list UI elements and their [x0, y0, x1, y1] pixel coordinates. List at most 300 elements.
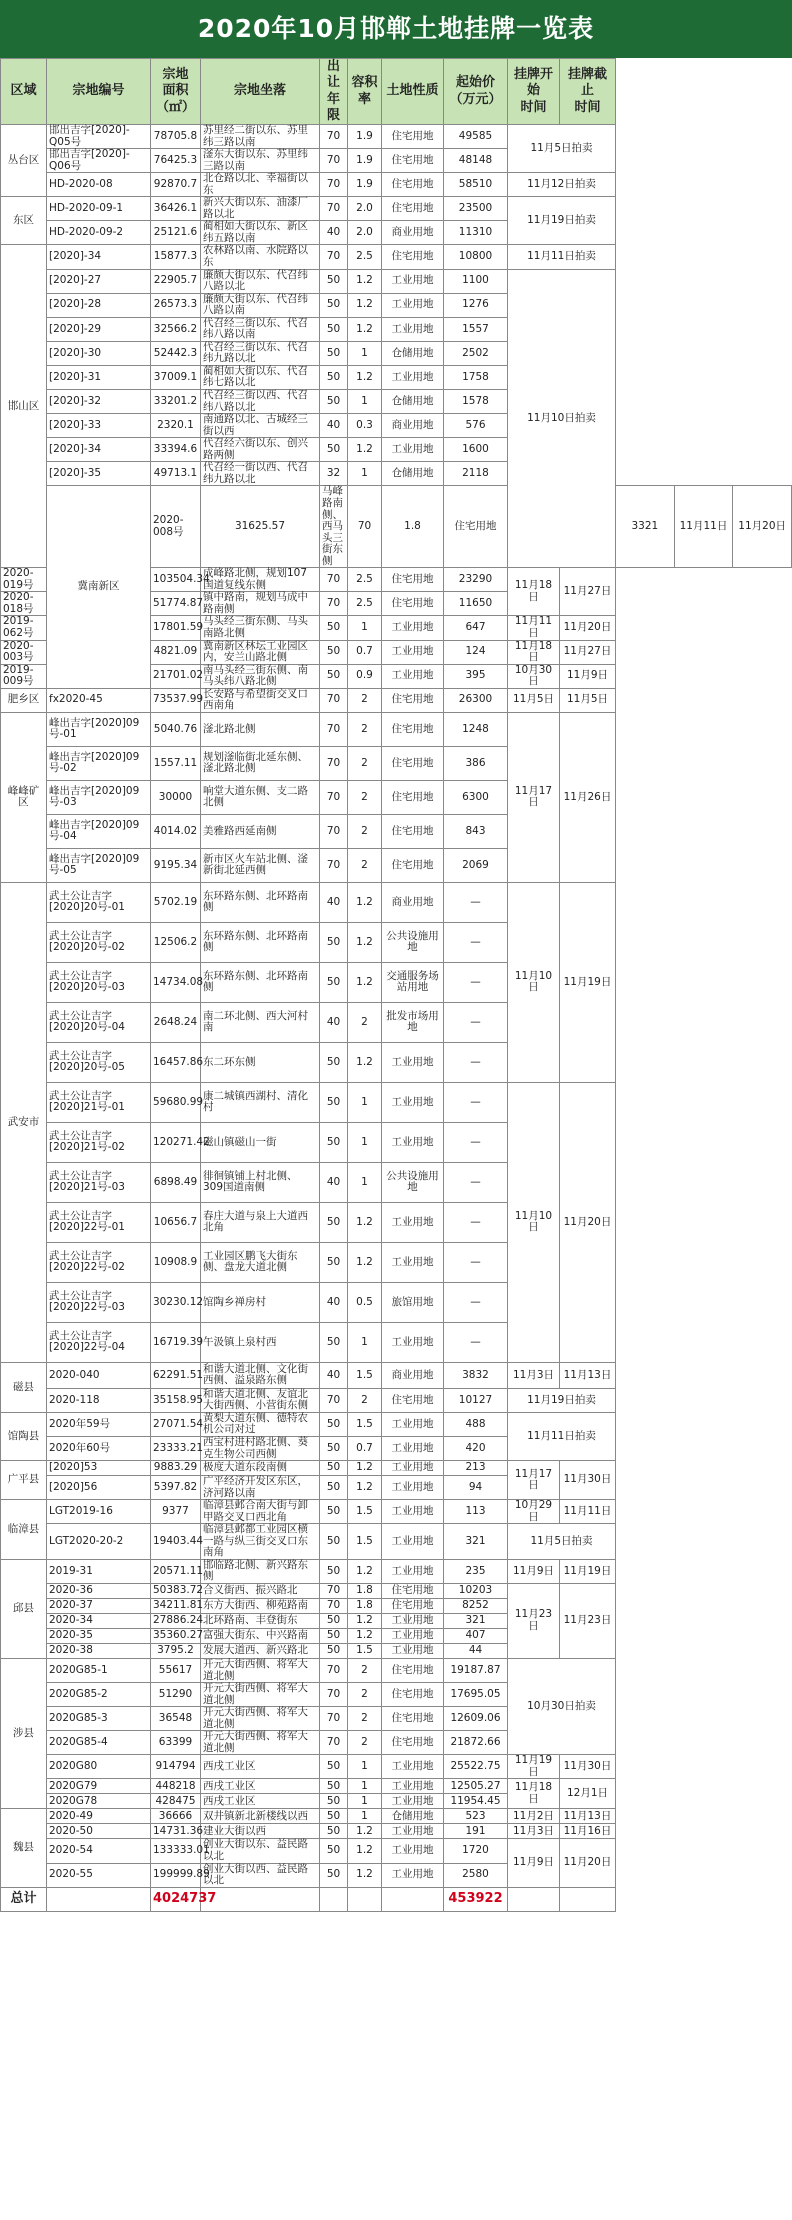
table-cell: 191	[444, 1824, 508, 1839]
table-cell: 10月30日拍卖	[508, 1659, 616, 1755]
table-cell: 2	[348, 1659, 382, 1683]
table-cell: 11月18日	[508, 640, 560, 664]
table-cell: 住宅用地	[382, 780, 444, 814]
table-cell: 843	[444, 814, 508, 848]
table-cell: 2.0	[348, 197, 382, 221]
table-cell: 21701.02	[151, 664, 201, 688]
table-cell: 1557	[444, 317, 508, 341]
table-row	[1, 269, 792, 293]
table-cell: 70	[320, 1731, 348, 1755]
table-cell: 魏县	[1, 1809, 47, 1887]
table-cell: 25121.6	[151, 221, 201, 245]
table-cell: 6898.49	[151, 1162, 201, 1202]
table-cell: —	[444, 1322, 508, 1362]
table-cell: [2020]-30	[47, 341, 151, 365]
table-cell: 59680.99	[151, 1082, 201, 1122]
table-row	[1, 221, 792, 245]
table-cell: 工业用地	[382, 1122, 444, 1162]
table-row	[1, 1476, 792, 1500]
table-cell: 富强大街东、中兴路南	[201, 1629, 320, 1644]
table-cell: [2020]53	[47, 1461, 151, 1476]
table-cell: [2020]-28	[47, 293, 151, 317]
table-cell: 峰出吉字[2020]09号-03	[47, 780, 151, 814]
table-cell: 蔺相如大街以东、代召纬七路以北	[201, 365, 320, 389]
table-cell: 27071.54	[151, 1412, 201, 1436]
table-cell: 70	[320, 688, 348, 712]
table-cell: 1.5	[348, 1412, 382, 1436]
total-empty-cell	[320, 1887, 348, 1911]
table-cell: 11月30日	[560, 1461, 616, 1500]
table-cell: 商业用地	[382, 882, 444, 922]
header-location: 宗地坐落	[201, 59, 320, 125]
table-cell: 1.5	[348, 1524, 382, 1560]
table-cell: 50	[320, 1082, 348, 1122]
table-cell: 11月19日	[560, 882, 616, 1082]
table-cell: 南二环北侧、西大河村南	[201, 1002, 320, 1042]
table-cell: 开元大街西侧、将军大道北侧	[201, 1707, 320, 1731]
table-cell: 商业用地	[382, 221, 444, 245]
table-cell: 午汲镇上泉村西	[201, 1322, 320, 1362]
table-cell: 11月20日	[560, 1839, 616, 1887]
table-cell: 2020-34	[47, 1614, 151, 1629]
table-cell: 11月10日	[508, 1082, 560, 1362]
table-cell: —	[444, 1242, 508, 1282]
table-cell: 70	[320, 173, 348, 197]
table-cell: 1	[348, 616, 382, 640]
table-cell: 开元大街西侧、将军大道北侧	[201, 1659, 320, 1683]
table-cell: 工业用地	[382, 1644, 444, 1659]
table-cell: 双井镇新北新楼线以西	[201, 1809, 320, 1824]
table-cell: 50	[320, 438, 348, 462]
table-cell: 住宅用地	[382, 814, 444, 848]
header-listing-start: 挂牌开始 时间	[508, 59, 560, 125]
table-body	[1, 125, 792, 1888]
table-cell: 8252	[444, 1599, 508, 1614]
table-cell: 工业用地	[382, 269, 444, 293]
table-cell: 44	[444, 1644, 508, 1659]
header-land-use: 土地性质	[382, 59, 444, 125]
table-cell: HD-2020-09-1	[47, 197, 151, 221]
table-cell: 2020-35	[47, 1629, 151, 1644]
table-cell: 11月5日	[508, 688, 560, 712]
table-cell: 395	[444, 664, 508, 688]
table-cell: 2.0	[348, 221, 382, 245]
table-row	[1, 1122, 792, 1162]
table-cell: 70	[320, 1388, 348, 1412]
table-cell: 2020-49	[47, 1809, 151, 1824]
table-cell: 滏北路北侧	[201, 712, 320, 746]
table-cell: 1758	[444, 365, 508, 389]
table-row	[1, 1809, 792, 1824]
table-cell: 3832	[444, 1362, 508, 1388]
table-cell: 50	[320, 1202, 348, 1242]
table-cell: 11954.45	[444, 1794, 508, 1809]
table-cell: 2502	[444, 341, 508, 365]
table-cell: 15877.3	[151, 245, 201, 269]
table-cell: 2020-38	[47, 1644, 151, 1659]
table-cell: 工业用地	[382, 664, 444, 688]
table-cell: 和谐大道北侧、文化街西侧、溢泉路东侧	[201, 1362, 320, 1388]
table-cell: 0.7	[348, 1436, 382, 1460]
table-cell: 22905.7	[151, 269, 201, 293]
table-cell: 2	[348, 746, 382, 780]
table-cell: 11月19日拍卖	[508, 1388, 616, 1412]
table-row	[1, 1794, 792, 1809]
table-cell: 春庄大道与泉上大道西北角	[201, 1202, 320, 1242]
table-cell: 峰出吉字[2020]09号-05	[47, 848, 151, 882]
table-row	[1, 848, 792, 882]
table-cell: 51290	[151, 1683, 201, 1707]
table-cell: 交通服务场站用地	[382, 962, 444, 1002]
table-row	[1, 1629, 792, 1644]
table-cell: 马头经三街东侧、马头南路北侧	[201, 616, 320, 640]
table-cell: 199999.89	[151, 1863, 201, 1887]
header-area: 区域	[1, 59, 47, 125]
table-cell: 11月10日拍卖	[508, 269, 616, 568]
table-cell: 35360.27	[151, 1629, 201, 1644]
table-cell: 50	[320, 1644, 348, 1659]
table-cell: 50	[320, 1824, 348, 1839]
table-cell: 1	[348, 1122, 382, 1162]
total-area: 4024737	[151, 1887, 201, 1911]
total-empty-cell	[560, 1887, 616, 1911]
table-cell: 63399	[151, 1731, 201, 1755]
table-cell: 11月23日	[560, 1584, 616, 1659]
table-cell: 住宅用地	[382, 197, 444, 221]
table-cell: 2	[348, 848, 382, 882]
table-cell: 50	[320, 365, 348, 389]
table-cell: [2020]-31	[47, 365, 151, 389]
table-cell: 50383.72	[151, 1584, 201, 1599]
table-row	[1, 125, 792, 149]
table-cell: 临漳县	[1, 1500, 47, 1560]
table-cell: 1	[348, 341, 382, 365]
table-cell: 1	[348, 1162, 382, 1202]
table-cell: 住宅用地	[382, 173, 444, 197]
table-cell: 和谐大道北侧、友谊北大街西侧、小营街东侧	[201, 1388, 320, 1412]
table-cell: 2.5	[348, 592, 382, 616]
table-cell: 70	[320, 568, 348, 592]
table-cell: 2069	[444, 848, 508, 882]
table-cell: 25522.75	[444, 1755, 508, 1779]
table-cell: 2020-018号	[1, 592, 47, 616]
table-cell: 1.2	[348, 1242, 382, 1282]
table-cell: 2019-009号	[1, 664, 47, 688]
table-cell: —	[444, 1162, 508, 1202]
table-row	[1, 1659, 792, 1683]
table-cell: 10127	[444, 1388, 508, 1412]
table-cell: 馆陶乡禅房村	[201, 1282, 320, 1322]
table-cell: 1.9	[348, 149, 382, 173]
table-cell: 武土公让吉字[2020]21号-02	[47, 1122, 151, 1162]
table-row	[1, 1042, 792, 1082]
table-cell: 914794	[151, 1755, 201, 1779]
table-cell: 蔺相如大街以东、新区纬五路以南	[201, 221, 320, 245]
table-cell: 1	[348, 1755, 382, 1779]
table-cell: 70	[320, 1707, 348, 1731]
table-cell: 冀南新区林坛工业园区内，安兰山路北侧	[201, 640, 320, 664]
table-cell: 徘徊镇铺上村北侧、309国道南侧	[201, 1162, 320, 1202]
table-cell: 23500	[444, 197, 508, 221]
table-cell: 邯山区	[1, 245, 47, 568]
table-cell: 工业用地	[382, 1202, 444, 1242]
table-cell: 11月19日	[508, 1755, 560, 1779]
table-cell: 11月18日	[508, 1779, 560, 1809]
table-cell: 11月13日	[560, 1809, 616, 1824]
header-term: 出让年限	[320, 59, 348, 125]
table-cell: 2020-54	[47, 1839, 151, 1863]
table-cell: 70	[320, 746, 348, 780]
table-row	[1, 1599, 792, 1614]
table-cell: 商业用地	[382, 1362, 444, 1388]
table-cell: 工业用地	[382, 1461, 444, 1476]
table-cell: 2020-019号	[1, 568, 47, 592]
table-row	[1, 149, 792, 173]
table-cell: 50	[320, 640, 348, 664]
table-cell: 523	[444, 1809, 508, 1824]
table-row	[1, 1412, 792, 1436]
table-cell: 冀南新区	[47, 486, 151, 688]
table-cell: 11月5日拍卖	[508, 125, 616, 173]
table-cell: 40	[320, 221, 348, 245]
table-cell: 发展大道西、新兴路北	[201, 1644, 320, 1659]
table-cell: 386	[444, 746, 508, 780]
table-cell: 住宅用地	[382, 125, 444, 149]
table-cell: 428475	[151, 1794, 201, 1809]
table-cell: 12505.27	[444, 1779, 508, 1794]
table-row	[1, 1500, 792, 1524]
table-cell: 2020-118	[47, 1388, 151, 1412]
table-cell: 50	[320, 1839, 348, 1863]
table-cell: 213	[444, 1461, 508, 1476]
table-row	[1, 1362, 792, 1388]
table-cell: 70	[320, 712, 348, 746]
table-cell: 1.2	[348, 1461, 382, 1476]
table-cell: 113	[444, 1500, 508, 1524]
table-cell: 代召经六街以东、创兴路两侧	[201, 438, 320, 462]
table-cell: 9883.29	[151, 1461, 201, 1476]
table-cell: 1.2	[348, 1476, 382, 1500]
table-cell: 住宅用地	[382, 245, 444, 269]
table-row	[1, 1614, 792, 1629]
table-cell: 10月29日	[508, 1500, 560, 1524]
table-cell: 50	[320, 1242, 348, 1282]
table-cell: 1248	[444, 712, 508, 746]
table-cell: 2	[348, 712, 382, 746]
table-cell: 峰出吉字[2020]09号-01	[47, 712, 151, 746]
table-cell: 50	[320, 1412, 348, 1436]
table-cell: 50	[320, 1524, 348, 1560]
table-cell: 2118	[444, 462, 508, 486]
table-cell: 11月18日	[508, 568, 560, 616]
table-cell: 武土公让吉字[2020]21号-01	[47, 1082, 151, 1122]
table-cell: 50	[320, 962, 348, 1002]
table-cell: 1.2	[348, 1042, 382, 1082]
table-cell: 1100	[444, 269, 508, 293]
table-cell: 14731.36	[151, 1824, 201, 1839]
total-empty-cell	[348, 1887, 382, 1911]
table-cell: 1.5	[348, 1644, 382, 1659]
table-cell: 南通路以北、古城经三街以西	[201, 414, 320, 438]
table-cell: 70	[320, 848, 348, 882]
table-cell: [2020]-32	[47, 390, 151, 414]
table-cell: 广平县	[1, 1461, 47, 1500]
table-cell: 26573.3	[151, 293, 201, 317]
table-cell: 70	[320, 197, 348, 221]
table-cell: 11月30日	[560, 1755, 616, 1779]
table-cell: 住宅用地	[444, 486, 508, 568]
table-cell: 11月11日	[674, 486, 733, 568]
table-cell: 2	[348, 1002, 382, 1042]
table-cell: 2020年59号	[47, 1412, 151, 1436]
table-cell: —	[444, 1202, 508, 1242]
table-row	[1, 1461, 792, 1476]
table-row	[1, 317, 792, 341]
table-row	[1, 197, 792, 221]
table-cell: —	[444, 1042, 508, 1082]
table-cell: [2020]56	[47, 1476, 151, 1500]
table-cell: 36426.1	[151, 197, 201, 221]
table-cell: 2020G80	[47, 1755, 151, 1779]
table-cell: 23290	[444, 568, 508, 592]
header-parcel-area: 宗地 面积 （㎡）	[151, 59, 201, 125]
table-cell: 11月9日	[508, 1559, 560, 1583]
table-cell: 1600	[444, 438, 508, 462]
table-cell: 34211.81	[151, 1599, 201, 1614]
table-row	[1, 746, 792, 780]
table-cell: [2020]-35	[47, 462, 151, 486]
total-empty-cell	[382, 1887, 444, 1911]
table-cell: 东环路东侧、北环路南侧	[201, 962, 320, 1002]
table-cell: 10203	[444, 1584, 508, 1599]
table-cell: 武土公让吉字[2020]20号-05	[47, 1042, 151, 1082]
table-cell: 49713.1	[151, 462, 201, 486]
table-cell: 2020-55	[47, 1863, 151, 1887]
table-cell: 50	[320, 1614, 348, 1629]
table-cell: 11月20日	[560, 616, 616, 640]
table-cell: 农林路以南、水院路以东	[201, 245, 320, 269]
table-cell: 肥乡区	[1, 688, 47, 712]
table-cell: 70	[320, 1599, 348, 1614]
table-cell: 1.2	[348, 882, 382, 922]
table-cell: 1	[348, 462, 382, 486]
table-cell: 武土公让吉字[2020]22号-04	[47, 1322, 151, 1362]
table-cell: 临漳县邺都工业园区横一路与纵三街交叉口东南角	[201, 1524, 320, 1560]
table-cell: 50	[320, 1461, 348, 1476]
table-row	[1, 414, 792, 438]
table-cell: 住宅用地	[382, 568, 444, 592]
table-cell: 5702.19	[151, 882, 201, 922]
table-cell: 50	[320, 1779, 348, 1794]
table-cell: 50	[320, 269, 348, 293]
table-row	[1, 712, 792, 746]
table-cell: 11月3日	[508, 1824, 560, 1839]
table-cell: 1276	[444, 293, 508, 317]
table-cell: 576	[444, 414, 508, 438]
table-cell: 武土公让吉字[2020]20号-01	[47, 882, 151, 922]
table-cell: 2020-008号	[151, 486, 201, 568]
table-cell: 东区	[1, 197, 47, 245]
table-cell: 50	[320, 1809, 348, 1824]
table-row	[1, 390, 792, 414]
table-cell: 10908.9	[151, 1242, 201, 1282]
header-start-price: 起始价 （万元）	[444, 59, 508, 125]
table-cell: 78705.8	[151, 125, 201, 149]
table-cell: 50	[320, 341, 348, 365]
table-cell: 32	[320, 462, 348, 486]
table-cell: 0.3	[348, 414, 382, 438]
table-cell: 11310	[444, 221, 508, 245]
table-cell: 开元大街西侧、将军大道北侧	[201, 1683, 320, 1707]
table-cell: 武土公让吉字[2020]20号-04	[47, 1002, 151, 1042]
table-cell: 磁县	[1, 1362, 47, 1412]
table-cell: 9195.34	[151, 848, 201, 882]
table-cell: 代召经三街以西、代召纬八路以北	[201, 390, 320, 414]
table-cell: 58510	[444, 173, 508, 197]
table-cell: 建业大街以西	[201, 1824, 320, 1839]
table-cell: 33201.2	[151, 390, 201, 414]
table-cell: 武土公让吉字[2020]20号-03	[47, 962, 151, 1002]
table-cell: 工业园区鹏飞大街东侧、盘龙大道北侧	[201, 1242, 320, 1282]
table-cell: 2320.1	[151, 414, 201, 438]
table-cell: 70	[320, 125, 348, 149]
table-cell: 商业用地	[382, 414, 444, 438]
table-row	[1, 1683, 792, 1707]
table-cell: 住宅用地	[382, 848, 444, 882]
table-cell: 工业用地	[382, 1839, 444, 1863]
table-row	[1, 1388, 792, 1412]
table-cell: 新市区火车站北侧、滏新街北延西侧	[201, 848, 320, 882]
table-cell: 西戌工业区	[201, 1779, 320, 1794]
table-cell: LGT2020-20-2	[47, 1524, 151, 1560]
table-cell: 10656.7	[151, 1202, 201, 1242]
table-cell: 11月3日	[508, 1362, 560, 1388]
table-cell: 70	[320, 1659, 348, 1683]
table-row	[1, 245, 792, 269]
table-cell: 1.2	[348, 1559, 382, 1583]
table-cell: 东方大街西、柳苑路南	[201, 1599, 320, 1614]
table-cell: 1.2	[348, 1202, 382, 1242]
table-cell: 17695.05	[444, 1683, 508, 1707]
table-cell: 住宅用地	[382, 1599, 444, 1614]
table-cell: 峰出吉字[2020]09号-04	[47, 814, 151, 848]
table-cell: fx2020-45	[47, 688, 151, 712]
table-cell: 420	[444, 1436, 508, 1460]
table-cell: 2	[348, 1707, 382, 1731]
table-cell: 11月19日	[560, 1559, 616, 1583]
table-cell: 成峰路北侧，规划107国道复线东侧	[201, 568, 320, 592]
table-cell: 2020G85-3	[47, 1707, 151, 1731]
table-cell: 488	[444, 1412, 508, 1436]
table-cell: 开元大街西侧、将军大道北侧	[201, 1731, 320, 1755]
table-cell: 馆陶县	[1, 1412, 47, 1460]
table-cell: 52442.3	[151, 341, 201, 365]
table-cell: 1	[348, 1794, 382, 1809]
table-cell: 1.2	[348, 293, 382, 317]
table-cell: 住宅用地	[382, 1707, 444, 1731]
table-cell: 55617	[151, 1659, 201, 1683]
table-row	[1, 814, 792, 848]
table-cell: HD-2020-09-2	[47, 221, 151, 245]
table-cell: 73537.99	[151, 688, 201, 712]
table-cell: 1.2	[348, 438, 382, 462]
table-cell: 2	[348, 1731, 382, 1755]
table-cell: 1.9	[348, 173, 382, 197]
table-cell: 仓储用地	[382, 341, 444, 365]
table-cell: 东环路东侧、北环路南侧	[201, 882, 320, 922]
table-row	[1, 341, 792, 365]
table-cell: 工业用地	[382, 1863, 444, 1887]
